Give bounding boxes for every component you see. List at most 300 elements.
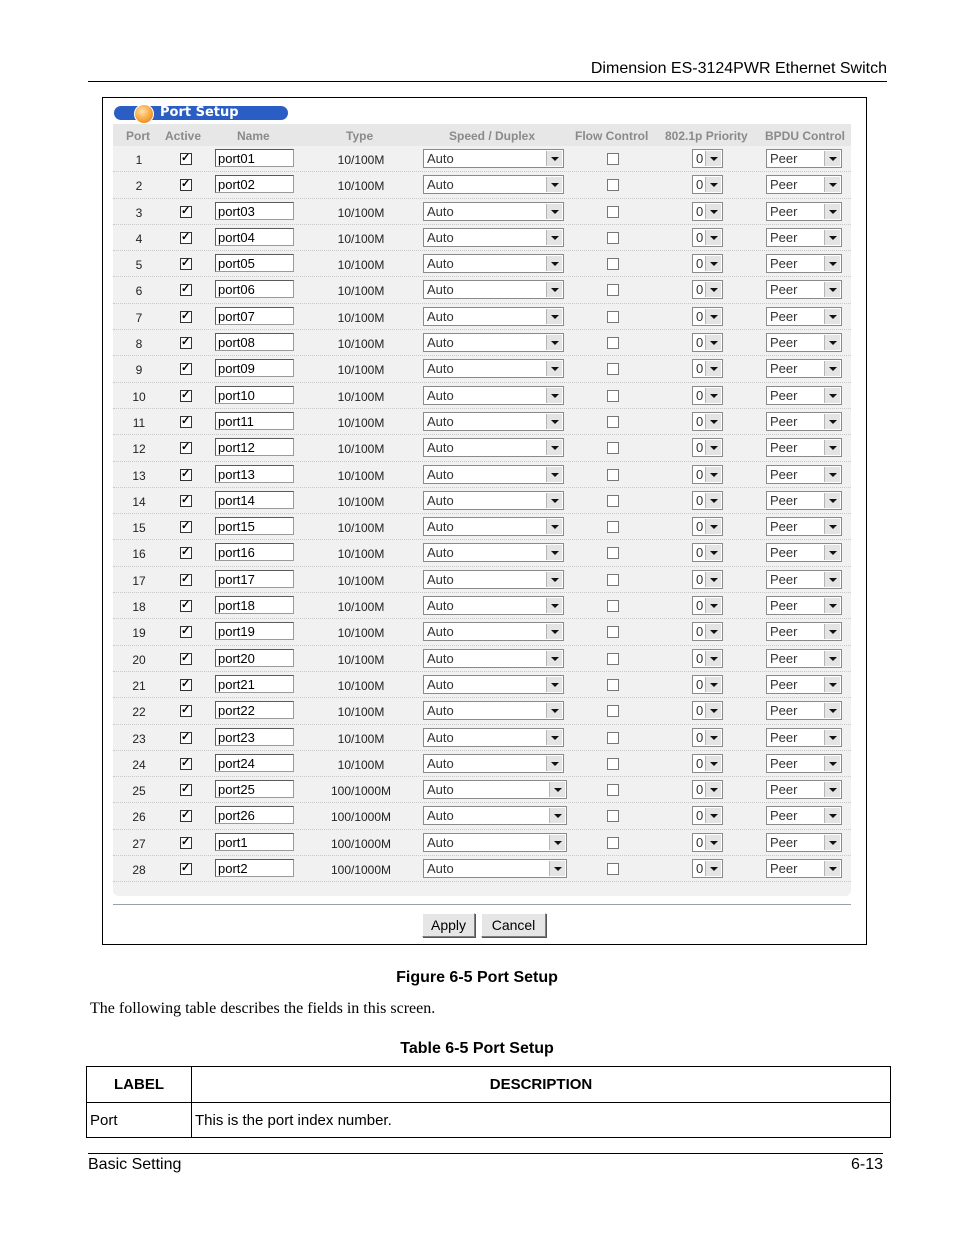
- port-type: 10/100M: [337, 179, 385, 194]
- chevron-down-icon: [546, 335, 562, 350]
- priority-select[interactable]: [692, 517, 723, 536]
- port-name-input[interactable]: port06: [215, 280, 294, 298]
- priority-select[interactable]: [692, 254, 723, 273]
- active-checkbox[interactable]: [180, 863, 192, 875]
- chevron-down-icon: [546, 545, 562, 560]
- priority-value: 0: [696, 177, 704, 193]
- bpdu-control-value: Peer: [770, 203, 798, 219]
- speed-duplex-select[interactable]: [423, 465, 564, 484]
- port-row: [113, 225, 851, 251]
- speed-duplex-value: Auto: [427, 466, 454, 482]
- priority-select[interactable]: [692, 438, 723, 457]
- chevron-down-icon: [546, 256, 562, 271]
- port-name-input[interactable]: port2: [215, 859, 294, 877]
- speed-duplex-select[interactable]: [423, 280, 564, 299]
- priority-select[interactable]: [692, 202, 723, 221]
- flow-control-checkbox[interactable]: [607, 810, 619, 822]
- port-type: 10/100M: [337, 231, 385, 246]
- speed-duplex-select[interactable]: [423, 833, 567, 852]
- chevron-down-icon: [824, 624, 840, 639]
- speed-duplex-select[interactable]: [423, 780, 567, 799]
- port-table-panel: [113, 124, 851, 896]
- priority-select[interactable]: [692, 543, 723, 562]
- priority-select[interactable]: [692, 780, 723, 799]
- priority-select[interactable]: [692, 570, 723, 589]
- port-name-input[interactable]: port07: [215, 307, 294, 325]
- speed-duplex-select[interactable]: [423, 622, 564, 641]
- bpdu-control-select[interactable]: [766, 833, 842, 852]
- port-type: 10/100M: [337, 205, 385, 220]
- speed-duplex-select[interactable]: [423, 649, 564, 668]
- port-type: 10/100M: [337, 678, 385, 693]
- port-number: 11: [132, 415, 146, 430]
- speed-duplex-value: Auto: [427, 256, 454, 272]
- chevron-down-icon: [705, 151, 721, 166]
- bpdu-control-select[interactable]: [766, 517, 842, 536]
- bpdu-control-select[interactable]: [766, 859, 842, 878]
- chevron-down-icon: [705, 414, 721, 429]
- active-checkbox[interactable]: [180, 837, 192, 849]
- active-checkbox[interactable]: [180, 600, 192, 612]
- chevron-down-icon: [705, 861, 721, 876]
- priority-select[interactable]: [692, 412, 723, 431]
- bpdu-control-value: Peer: [770, 282, 798, 298]
- priority-value: 0: [696, 545, 704, 561]
- speed-duplex-value: Auto: [427, 151, 454, 166]
- active-checkbox[interactable]: [180, 521, 192, 533]
- port-type: 10/100M: [337, 310, 385, 325]
- port-type: 10/100M: [337, 284, 385, 299]
- flow-control-checkbox[interactable]: [607, 653, 619, 665]
- speed-duplex-select[interactable]: [423, 149, 564, 168]
- bpdu-control-select[interactable]: [766, 465, 842, 484]
- bpdu-control-select[interactable]: [766, 202, 842, 221]
- chevron-down-icon: [705, 782, 721, 797]
- port-name-input[interactable]: port13: [215, 465, 294, 483]
- port-number: 21: [132, 678, 146, 693]
- active-checkbox[interactable]: [180, 784, 192, 796]
- bpdu-control-select[interactable]: [766, 254, 842, 273]
- orb-icon: [134, 104, 154, 124]
- cancel-button[interactable]: Cancel: [481, 913, 546, 937]
- flow-control-checkbox[interactable]: [607, 363, 619, 375]
- port-type: 100/1000M: [330, 863, 392, 878]
- active-checkbox[interactable]: [180, 390, 192, 402]
- chevron-down-icon: [824, 256, 840, 271]
- active-checkbox[interactable]: [180, 758, 192, 770]
- flow-control-checkbox[interactable]: [607, 206, 619, 218]
- bpdu-control-select[interactable]: [766, 412, 842, 431]
- port-number: 16: [132, 547, 146, 562]
- active-checkbox[interactable]: [180, 732, 192, 744]
- bpdu-control-select[interactable]: [766, 543, 842, 562]
- bpdu-control-select[interactable]: [766, 228, 842, 247]
- active-checkbox[interactable]: [180, 495, 192, 507]
- apply-button[interactable]: Apply: [422, 913, 475, 937]
- port-type: 10/100M: [337, 626, 385, 641]
- priority-select[interactable]: [692, 728, 723, 747]
- flow-control-checkbox[interactable]: [607, 153, 619, 165]
- bpdu-control-select[interactable]: [766, 649, 842, 668]
- bpdu-control-value: Peer: [770, 335, 798, 351]
- chevron-down-icon: [705, 808, 721, 823]
- port-type: 10/100M: [337, 337, 385, 352]
- port-number: 6: [135, 284, 143, 299]
- port-name-input[interactable]: port18: [215, 596, 294, 614]
- priority-value: 0: [696, 519, 704, 535]
- speed-duplex-select[interactable]: [423, 359, 564, 378]
- bpdu-control-select[interactable]: [766, 280, 842, 299]
- speed-duplex-select[interactable]: [423, 806, 567, 825]
- footer-page-number: 6-13: [850, 1156, 883, 1173]
- speed-duplex-value: Auto: [427, 519, 454, 535]
- flow-control-checkbox[interactable]: [607, 626, 619, 638]
- speed-duplex-value: Auto: [427, 676, 454, 692]
- active-checkbox[interactable]: [180, 363, 192, 375]
- port-name-input[interactable]: port12: [215, 438, 294, 456]
- chevron-down-icon: [705, 730, 721, 745]
- chevron-down-icon: [546, 282, 562, 297]
- active-checkbox[interactable]: [180, 810, 192, 822]
- chevron-down-icon: [705, 256, 721, 271]
- chevron-down-icon: [705, 519, 721, 534]
- priority-value: 0: [696, 413, 704, 429]
- speed-duplex-value: Auto: [427, 282, 454, 298]
- priority-value: 0: [696, 861, 704, 877]
- flow-control-checkbox[interactable]: [607, 784, 619, 796]
- chevron-down-icon: [546, 493, 562, 508]
- speed-duplex-value: Auto: [427, 545, 454, 561]
- speed-duplex-select[interactable]: [423, 333, 564, 352]
- chevron-down-icon: [546, 361, 562, 376]
- port-name-input[interactable]: port08: [215, 333, 294, 351]
- port-name-input[interactable]: port17: [215, 570, 294, 588]
- port-row: [113, 435, 851, 461]
- table-caption: Table 6-5 Port Setup: [400, 1040, 554, 1057]
- active-checkbox[interactable]: [180, 232, 192, 244]
- active-checkbox[interactable]: [180, 284, 192, 296]
- active-checkbox[interactable]: [180, 337, 192, 349]
- footer-section: Basic Setting: [88, 1156, 182, 1173]
- document-footer: [88, 1153, 883, 1174]
- priority-select[interactable]: [692, 649, 723, 668]
- priority-select[interactable]: [692, 386, 723, 405]
- chevron-down-icon: [705, 756, 721, 771]
- priority-select[interactable]: [692, 491, 723, 510]
- port-name-input[interactable]: port05: [215, 254, 294, 272]
- flow-control-checkbox[interactable]: [607, 837, 619, 849]
- flow-control-checkbox[interactable]: [607, 416, 619, 428]
- chevron-down-icon: [824, 519, 840, 534]
- port-name-input[interactable]: port14: [215, 491, 294, 509]
- speed-duplex-select[interactable]: [423, 754, 564, 773]
- port-type: 10/100M: [337, 494, 385, 509]
- chevron-down-icon: [705, 703, 721, 718]
- flow-control-checkbox[interactable]: [607, 521, 619, 533]
- speed-duplex-value: Auto: [427, 229, 454, 245]
- speed-duplex-select[interactable]: [423, 859, 567, 878]
- active-checkbox[interactable]: [180, 179, 192, 191]
- priority-select[interactable]: [692, 333, 723, 352]
- flow-control-checkbox[interactable]: [607, 390, 619, 402]
- priority-select[interactable]: [692, 859, 723, 878]
- port-type: 10/100M: [337, 442, 385, 457]
- speed-duplex-value: Auto: [427, 361, 454, 377]
- speed-duplex-select[interactable]: [423, 728, 564, 747]
- chevron-down-icon: [705, 309, 721, 324]
- port-row: [113, 803, 851, 829]
- chevron-down-icon: [705, 282, 721, 297]
- active-checkbox[interactable]: [180, 653, 192, 665]
- priority-value: 0: [696, 256, 704, 272]
- priority-select[interactable]: [692, 228, 723, 247]
- chevron-down-icon: [824, 835, 840, 850]
- speed-duplex-select[interactable]: [423, 175, 564, 194]
- priority-value: 0: [696, 624, 704, 640]
- chevron-down-icon: [546, 309, 562, 324]
- bpdu-control-value: Peer: [770, 151, 798, 166]
- bpdu-control-select[interactable]: [766, 622, 842, 641]
- priority-value: 0: [696, 650, 704, 666]
- port-type: 10/100M: [337, 600, 385, 615]
- bpdu-control-value: Peer: [770, 387, 798, 403]
- port-name-input[interactable]: port09: [215, 359, 294, 377]
- flow-control-checkbox[interactable]: [607, 679, 619, 691]
- priority-select[interactable]: [692, 359, 723, 378]
- port-name-input[interactable]: port1: [215, 833, 294, 851]
- bpdu-control-select[interactable]: [766, 359, 842, 378]
- bpdu-control-select[interactable]: [766, 570, 842, 589]
- chevron-down-icon: [705, 677, 721, 692]
- bpdu-control-value: Peer: [770, 729, 798, 745]
- port-name-input[interactable]: port03: [215, 202, 294, 220]
- priority-select[interactable]: [692, 806, 723, 825]
- port-number: 15: [132, 521, 146, 536]
- chevron-down-icon: [546, 756, 562, 771]
- port-row: [113, 593, 851, 619]
- port-name-input[interactable]: port23: [215, 728, 294, 746]
- bpdu-control-select[interactable]: [766, 806, 842, 825]
- port-setup-screenshot: [102, 97, 867, 945]
- speed-duplex-value: Auto: [427, 703, 454, 719]
- priority-value: 0: [696, 676, 704, 692]
- priority-value: 0: [696, 782, 704, 798]
- flow-control-checkbox[interactable]: [607, 863, 619, 875]
- port-number: 28: [132, 863, 146, 878]
- priority-select[interactable]: [692, 596, 723, 615]
- speed-duplex-select[interactable]: [423, 570, 564, 589]
- active-checkbox[interactable]: [180, 705, 192, 717]
- priority-select[interactable]: [692, 622, 723, 641]
- port-name-input[interactable]: port22: [215, 701, 294, 719]
- flow-control-checkbox[interactable]: [607, 574, 619, 586]
- speed-duplex-select[interactable]: [423, 438, 564, 457]
- port-name-input[interactable]: port10: [215, 386, 294, 404]
- active-checkbox[interactable]: [180, 416, 192, 428]
- port-name-input[interactable]: port11: [215, 412, 294, 430]
- flow-control-checkbox[interactable]: [607, 469, 619, 481]
- speed-duplex-select[interactable]: [423, 254, 564, 273]
- bpdu-control-select[interactable]: [766, 491, 842, 510]
- port-name-input[interactable]: port25: [215, 780, 294, 798]
- chevron-down-icon: [705, 335, 721, 350]
- bpdu-control-value: Peer: [770, 782, 798, 798]
- port-row: [113, 251, 851, 277]
- active-checkbox[interactable]: [180, 679, 192, 691]
- port-row: [113, 540, 851, 566]
- speed-duplex-value: Auto: [427, 808, 454, 824]
- priority-select[interactable]: [692, 465, 723, 484]
- speed-duplex-select[interactable]: [423, 491, 564, 510]
- bpdu-control-value: Peer: [770, 624, 798, 640]
- active-checkbox[interactable]: [180, 258, 192, 270]
- port-number: 4: [135, 231, 143, 246]
- priority-value: 0: [696, 808, 704, 824]
- flow-control-checkbox[interactable]: [607, 179, 619, 191]
- speed-duplex-value: Auto: [427, 413, 454, 429]
- bpdu-control-select[interactable]: [766, 754, 842, 773]
- port-name-input[interactable]: port04: [215, 228, 294, 246]
- speed-duplex-value: Auto: [427, 755, 454, 771]
- active-checkbox[interactable]: [180, 469, 192, 481]
- bpdu-control-value: Peer: [770, 361, 798, 377]
- speed-duplex-select[interactable]: [423, 517, 564, 536]
- bpdu-control-select[interactable]: [766, 175, 842, 194]
- bpdu-control-select[interactable]: [766, 149, 842, 168]
- active-checkbox[interactable]: [180, 442, 192, 454]
- bpdu-control-select[interactable]: [766, 596, 842, 615]
- flow-control-checkbox[interactable]: [607, 758, 619, 770]
- flow-control-checkbox[interactable]: [607, 258, 619, 270]
- flow-control-checkbox[interactable]: [607, 442, 619, 454]
- priority-value: 0: [696, 229, 704, 245]
- speed-duplex-select[interactable]: [423, 307, 564, 326]
- port-name-input[interactable]: port19: [215, 622, 294, 640]
- chevron-down-icon: [705, 598, 721, 613]
- body-paragraph: The following table describes the fields in this screen.: [90, 1000, 436, 1017]
- port-type: 100/1000M: [330, 784, 392, 799]
- port-name-input[interactable]: port26: [215, 806, 294, 824]
- speed-duplex-select[interactable]: [423, 202, 564, 221]
- active-checkbox[interactable]: [180, 574, 192, 586]
- panel-title: Port Setup: [160, 105, 239, 120]
- speed-duplex-select[interactable]: [423, 228, 564, 247]
- bpdu-control-select[interactable]: [766, 728, 842, 747]
- port-name-input[interactable]: port16: [215, 543, 294, 561]
- flow-control-checkbox[interactable]: [607, 311, 619, 323]
- speed-duplex-value: Auto: [427, 492, 454, 508]
- table-header-row: [87, 1067, 891, 1103]
- flow-control-checkbox[interactable]: [607, 600, 619, 612]
- port-name-input[interactable]: port20: [215, 649, 294, 667]
- priority-select[interactable]: [692, 754, 723, 773]
- priority-select[interactable]: [692, 280, 723, 299]
- chevron-down-icon: [824, 756, 840, 771]
- flow-control-checkbox[interactable]: [607, 284, 619, 296]
- port-type: 10/100M: [337, 731, 385, 746]
- port-name-input[interactable]: port01: [215, 149, 294, 167]
- button-divider: [113, 904, 851, 905]
- speed-duplex-select[interactable]: [423, 701, 564, 720]
- priority-select[interactable]: [692, 675, 723, 694]
- port-type: 10/100M: [337, 521, 385, 536]
- port-name-input[interactable]: port21: [215, 675, 294, 693]
- flow-control-checkbox[interactable]: [607, 705, 619, 717]
- speed-duplex-select[interactable]: [423, 596, 564, 615]
- flow-control-checkbox[interactable]: [607, 232, 619, 244]
- bpdu-control-select[interactable]: [766, 386, 842, 405]
- active-checkbox[interactable]: [180, 626, 192, 638]
- priority-select[interactable]: [692, 307, 723, 326]
- chevron-down-icon: [824, 730, 840, 745]
- chevron-down-icon: [546, 677, 562, 692]
- active-checkbox[interactable]: [180, 311, 192, 323]
- port-number: 9: [135, 363, 143, 378]
- active-checkbox[interactable]: [180, 547, 192, 559]
- chevron-down-icon: [824, 598, 840, 613]
- priority-select[interactable]: [692, 701, 723, 720]
- chevron-down-icon: [705, 440, 721, 455]
- port-row: [113, 567, 851, 593]
- bpdu-control-select[interactable]: [766, 438, 842, 457]
- column-header-type: Type: [346, 129, 374, 143]
- active-checkbox[interactable]: [180, 153, 192, 165]
- bpdu-control-select[interactable]: [766, 333, 842, 352]
- chevron-down-icon: [549, 808, 565, 823]
- bpdu-control-select[interactable]: [766, 675, 842, 694]
- port-name-input[interactable]: port15: [215, 517, 294, 535]
- bpdu-control-select[interactable]: [766, 780, 842, 799]
- speed-duplex-select[interactable]: [423, 412, 564, 431]
- priority-select[interactable]: [692, 175, 723, 194]
- bpdu-control-value: Peer: [770, 440, 798, 456]
- port-type: 10/100M: [337, 258, 385, 273]
- table-header-label: LABEL: [87, 1067, 192, 1103]
- chevron-down-icon: [705, 493, 721, 508]
- bpdu-control-select[interactable]: [766, 701, 842, 720]
- flow-control-checkbox[interactable]: [607, 732, 619, 744]
- panel-title-bar: [114, 106, 288, 120]
- chevron-down-icon: [546, 230, 562, 245]
- speed-duplex-select[interactable]: [423, 386, 564, 405]
- speed-duplex-select[interactable]: [423, 675, 564, 694]
- speed-duplex-select[interactable]: [423, 543, 564, 562]
- flow-control-checkbox[interactable]: [607, 337, 619, 349]
- column-header-flow-control: Flow Control: [575, 129, 649, 143]
- port-type: 100/1000M: [330, 836, 392, 851]
- flow-control-checkbox[interactable]: [607, 547, 619, 559]
- table-cell-label: Port: [87, 1103, 192, 1138]
- bpdu-control-select[interactable]: [766, 307, 842, 326]
- bpdu-control-value: Peer: [770, 466, 798, 482]
- flow-control-checkbox[interactable]: [607, 495, 619, 507]
- port-row: [113, 462, 851, 488]
- port-name-input[interactable]: port24: [215, 754, 294, 772]
- chevron-down-icon: [549, 835, 565, 850]
- priority-select[interactable]: [692, 149, 723, 168]
- port-row: [113, 304, 851, 330]
- chevron-down-icon: [824, 572, 840, 587]
- port-row: [113, 856, 851, 882]
- port-number: 7: [135, 310, 143, 325]
- port-number: 20: [132, 652, 146, 667]
- bpdu-control-value: Peer: [770, 755, 798, 771]
- active-checkbox[interactable]: [180, 206, 192, 218]
- speed-duplex-value: Auto: [427, 308, 454, 324]
- priority-value: 0: [696, 571, 704, 587]
- priority-select[interactable]: [692, 833, 723, 852]
- port-name-input[interactable]: port02: [215, 175, 294, 193]
